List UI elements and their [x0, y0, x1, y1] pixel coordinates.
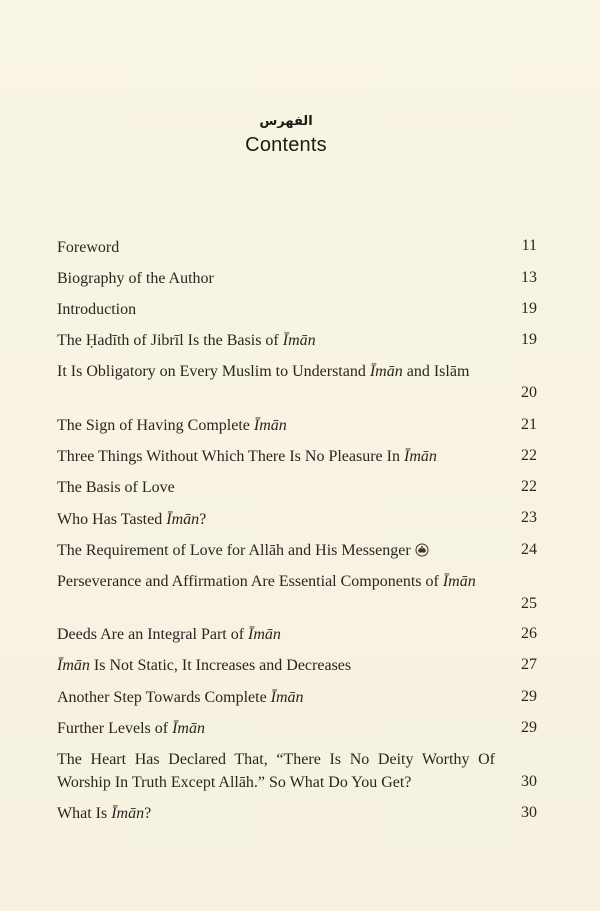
title-text: Biography of the Author: [57, 270, 214, 287]
title-text: ?: [199, 511, 207, 528]
title-text: Perseverance and Affirmation Are Essential Components of: [57, 573, 443, 590]
italic-term: Īmān: [282, 332, 316, 349]
italic-term: Īmān: [248, 626, 281, 643]
italic-term: Īmān: [403, 448, 437, 465]
title-text: Foreword: [57, 239, 120, 256]
toc-entry-title: [57, 414, 495, 437]
italic-term: Īmān: [166, 511, 200, 528]
title-text: It Is Obligatory on Every Muslim to Understand: [57, 363, 370, 380]
title-text: and Islām: [402, 363, 470, 380]
toc-entry-title: [57, 539, 495, 562]
title-text: Introduction: [57, 301, 137, 318]
toc-entry-title: [57, 298, 495, 321]
italic-term: Īmān: [172, 720, 205, 737]
toc-page-number: 25: [521, 595, 537, 612]
title-text: The Sign of Having Complete: [57, 417, 254, 434]
toc-page-number: 13: [521, 269, 537, 286]
italic-term: Īmān: [442, 573, 476, 590]
title-text: The Ḥadīth of Jibrīl Is the Basis of: [57, 332, 283, 349]
italic-term: Īmān: [111, 805, 145, 822]
italic-term: Īmān: [369, 363, 403, 380]
toc-entry-title: [57, 267, 495, 290]
toc-page-number: 20: [521, 384, 537, 401]
page-title: Contents: [245, 134, 327, 156]
toc-entry-title: [57, 686, 495, 709]
toc-entry-title: [57, 476, 495, 499]
italic-term: Īmān: [270, 689, 304, 706]
arabic-heading: الفهرس: [259, 114, 313, 129]
title-text: The Basis of Love: [57, 479, 175, 496]
salutation-seal-icon: [415, 543, 429, 557]
toc-entry-title: [57, 236, 495, 259]
toc-page-number: 30: [521, 804, 537, 821]
toc-page-number: 22: [521, 447, 537, 464]
toc-entry-title: [57, 570, 495, 593]
toc-entry-title: [57, 802, 495, 825]
toc-page-number: 29: [521, 688, 537, 705]
toc-page-number: 19: [521, 331, 537, 348]
toc-entry-title: [57, 329, 495, 352]
toc-entry-title: [57, 748, 495, 794]
toc-page-number: 29: [521, 719, 537, 736]
toc-page-number: 30: [521, 773, 537, 790]
title-text: Further Levels of: [57, 720, 173, 737]
title-text: What Is: [57, 805, 112, 822]
title-text: The Requirement of Love for Allāh and His Messenger: [57, 542, 411, 559]
toc-entry-title: [57, 445, 495, 468]
toc-entry-title: [57, 508, 495, 531]
toc-page-number: 23: [521, 509, 537, 526]
italic-term: Īmān: [253, 417, 287, 434]
toc-entry-title: [57, 360, 495, 383]
title-text: Is Not Static, It Increases and Decreases: [89, 657, 352, 674]
toc-page-number: 11: [521, 237, 537, 254]
toc-page-number: 21: [521, 416, 537, 433]
title-text: Deeds Are an Integral Part of: [57, 626, 249, 643]
title-text: Who Has Tasted: [57, 511, 167, 528]
toc-page-number: 24: [521, 541, 537, 558]
title-text: ?: [144, 805, 152, 822]
toc-page-number: 26: [521, 625, 537, 642]
title-text: The Heart Has Declared That, “There Is No Deity Worthy Of Worship In Truth Except Allāh.” So What Do You Get?: [57, 751, 495, 791]
toc-page-number: 19: [521, 300, 537, 317]
toc-entry-title: [57, 623, 495, 646]
toc-page-number: 22: [521, 478, 537, 495]
toc-entry-title: [57, 654, 495, 677]
toc-page-number: 27: [521, 656, 537, 673]
italic-term: Īmān: [57, 657, 90, 674]
title-text: Another Step Towards Complete: [57, 689, 271, 706]
toc-entry-title: [57, 717, 495, 740]
title-text: Three Things Without Which There Is No Pleasure In: [57, 448, 404, 465]
